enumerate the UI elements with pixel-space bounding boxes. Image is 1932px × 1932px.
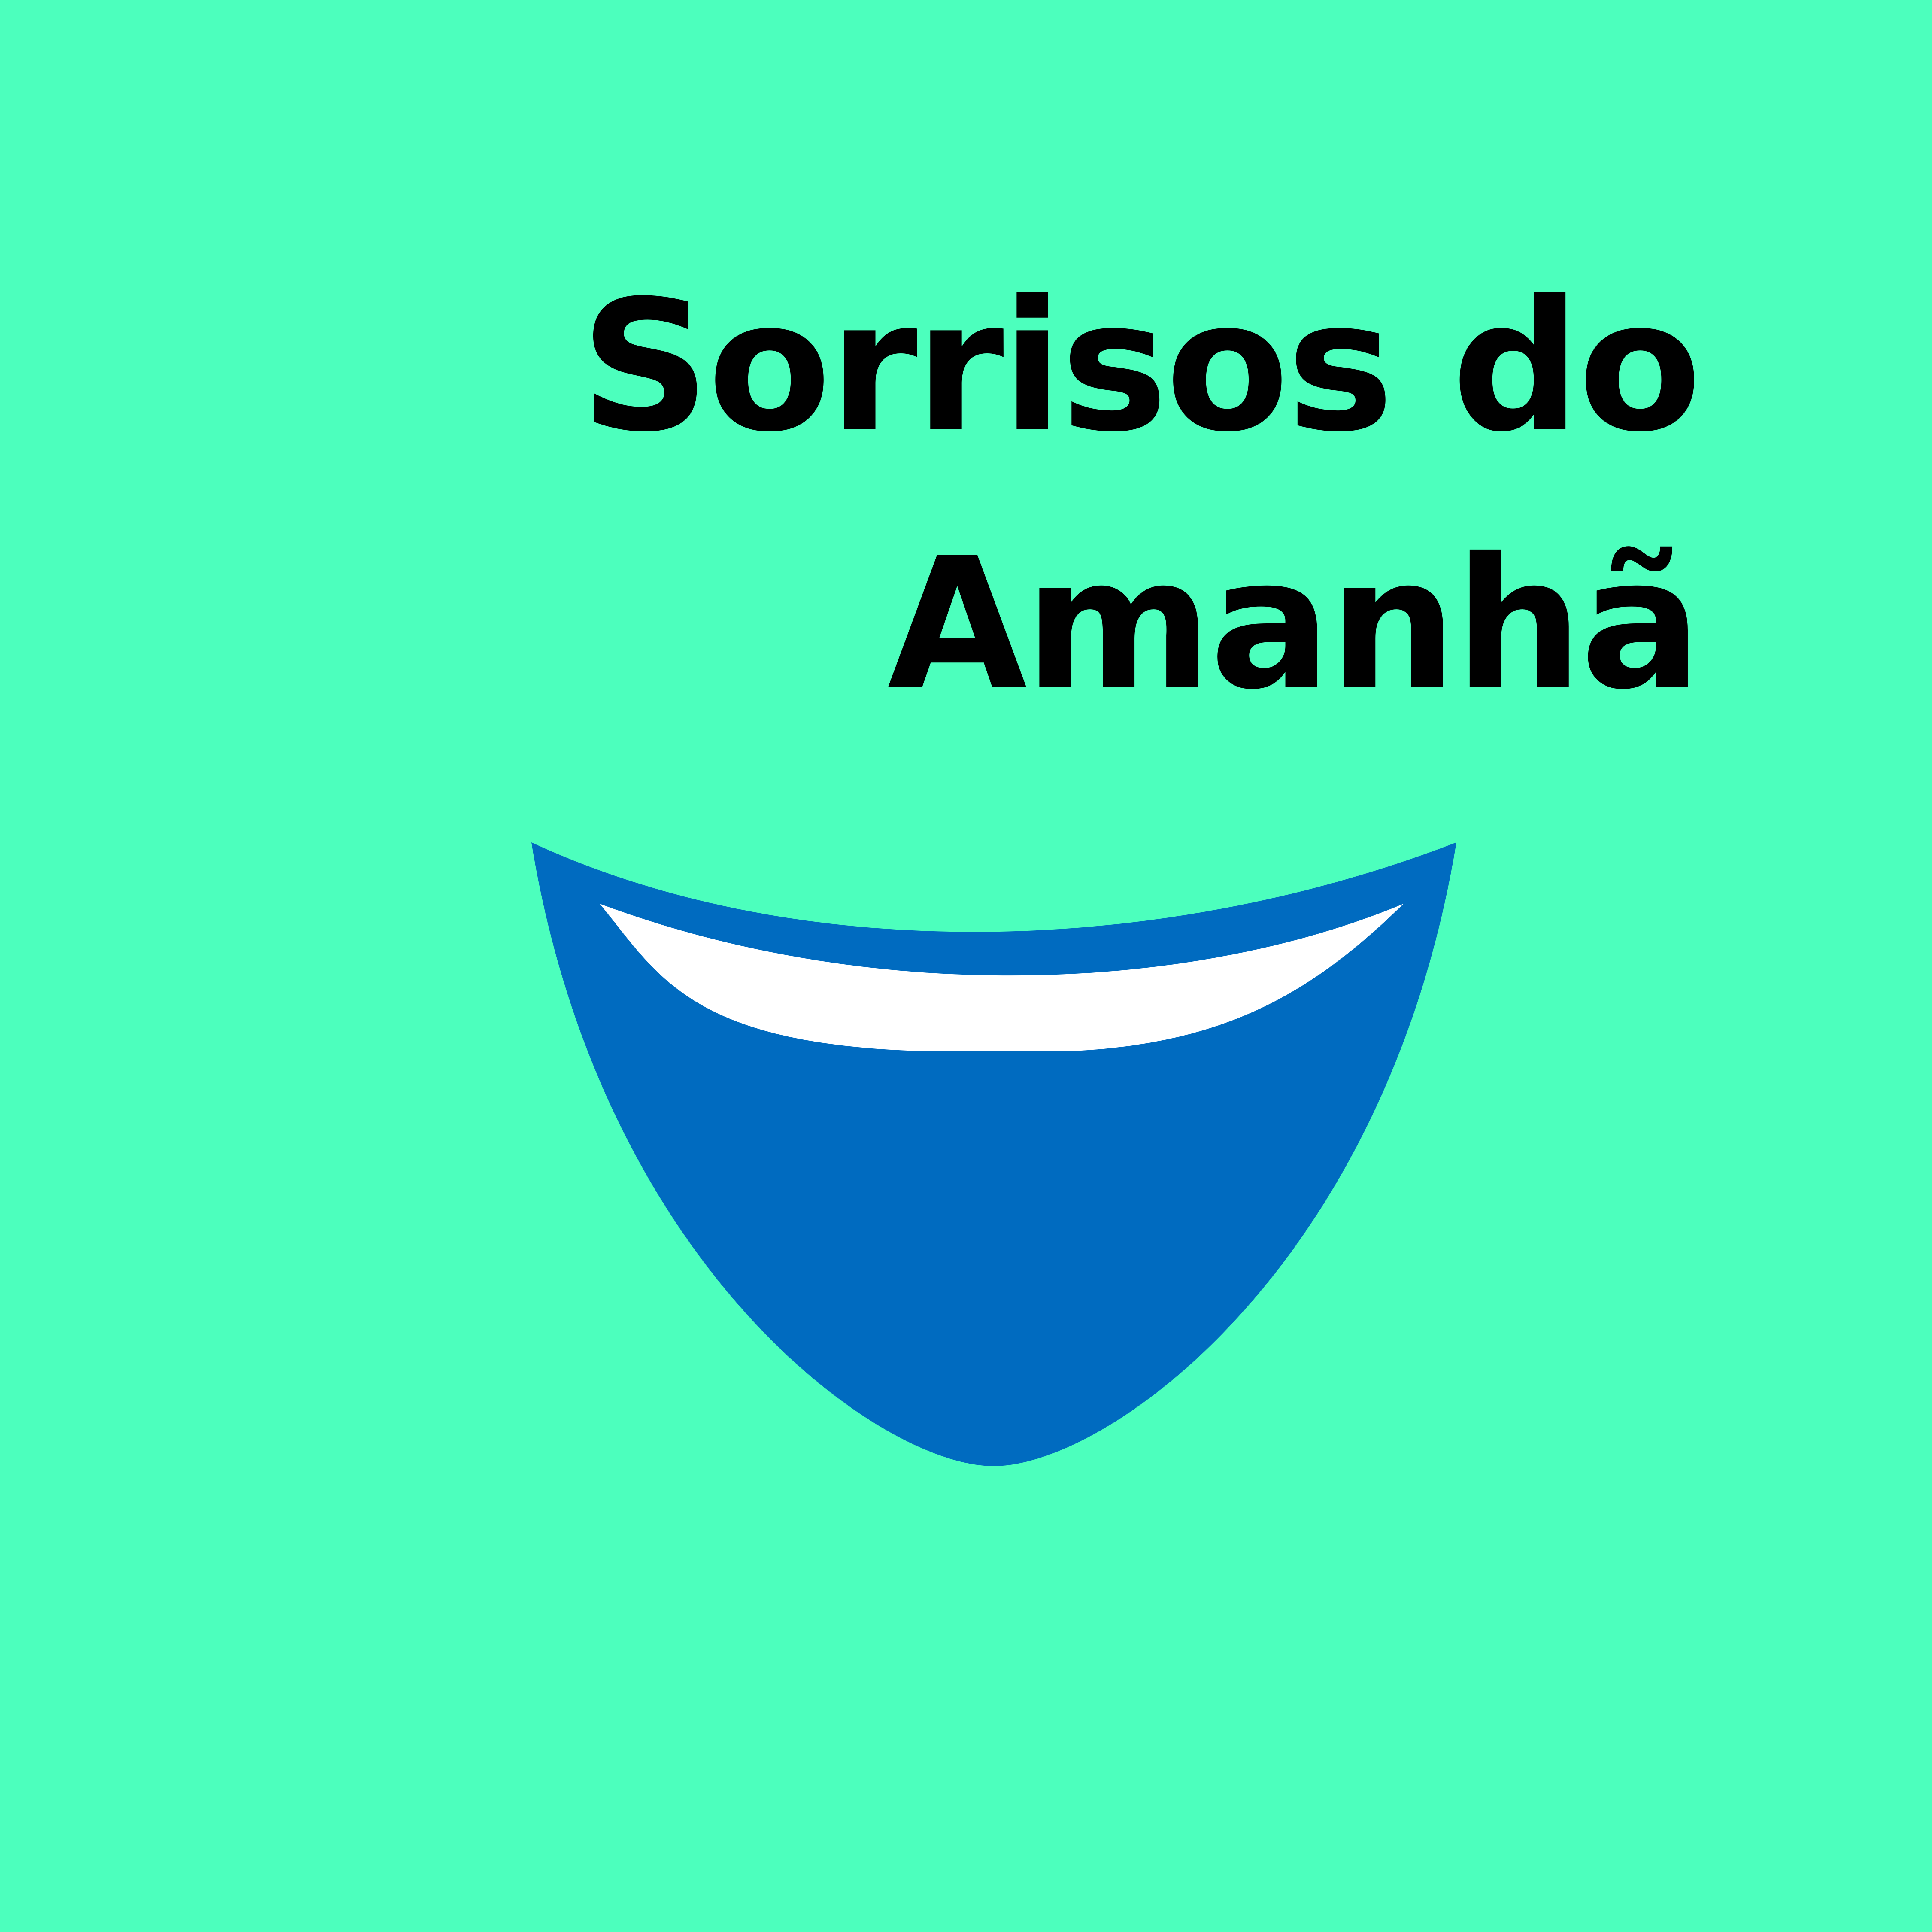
logo-title-line-2: Amanhã (887, 519, 1699, 729)
logo-title-line-1: Sorrisos do (580, 262, 1699, 472)
